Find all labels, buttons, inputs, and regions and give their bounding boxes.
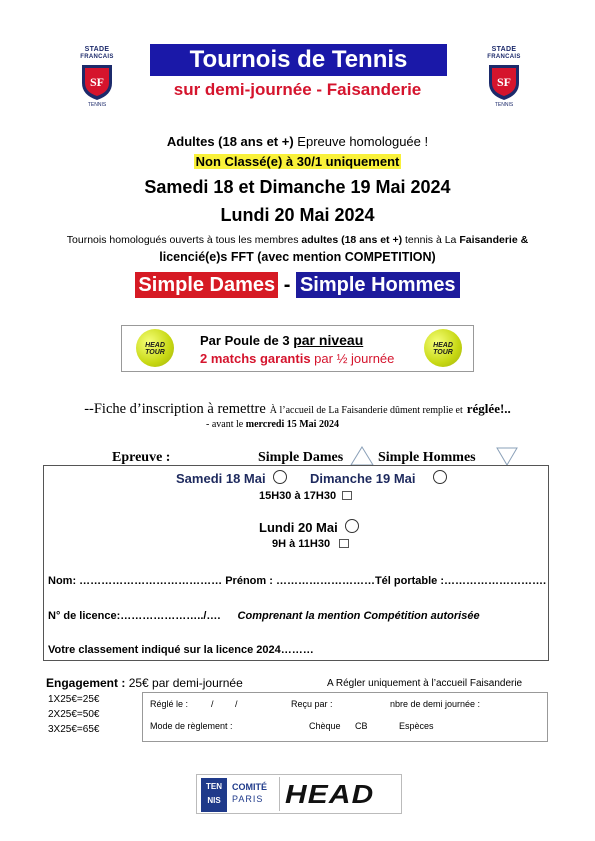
open-text-b: adultes (18 ans et +): [301, 234, 403, 246]
time-slot-2-label: 9H à 11H30: [272, 538, 331, 550]
open-line: [0, 234, 595, 246]
logo-initials: SF: [496, 75, 512, 89]
poule-half-day: par ½ journée: [314, 351, 395, 366]
cb-option[interactable]: CB: [355, 721, 368, 731]
time-slot-1-checkbox[interactable]: [342, 491, 352, 500]
time-slot-2-checkbox[interactable]: [339, 539, 349, 548]
adults-line: [0, 134, 595, 149]
paris-label: PARIS: [232, 794, 264, 804]
recu-par-label: Reçu par :: [291, 699, 333, 709]
tennis-logo-top: TEN: [206, 782, 222, 791]
fiche-instructions: À l’accueil de La Faisanderie dûment remplie et: [269, 405, 463, 416]
tennis-logo-bottom: NIS: [207, 796, 221, 805]
engagement-where: A Régler uniquement à l’accueil Faisanderie: [327, 678, 523, 689]
page-title: Tournois de Tennis: [150, 44, 447, 76]
time-slot-1: [259, 490, 352, 502]
sponsor-footer: [196, 774, 402, 814]
engagement-label: Engagement :: [46, 676, 126, 690]
logo-line1: STADE: [84, 46, 110, 53]
payment-box: [142, 692, 548, 742]
deadline-prefix: - avant le: [206, 419, 244, 430]
epreuve-label: Epreuve :: [112, 450, 171, 465]
poule-text-b: par niveau: [293, 332, 364, 348]
engagement-line: [46, 676, 243, 690]
logo-line2: FRANCAIS: [80, 53, 114, 60]
price-item: 3X25€=65€: [48, 724, 100, 735]
time-slot-1-label: 15H30 à 17H30: [259, 490, 337, 502]
simple-hommes-badge: Simple Hommes: [296, 272, 460, 298]
licence-note: Comprenant la mention Compétition autorisée: [237, 610, 480, 622]
epreuve-hommes-label: Simple Hommes: [378, 450, 476, 465]
ranking-text: Non Classé(e) à 30/1 uniquement: [195, 154, 400, 169]
simple-dames-badge: Simple Dames: [135, 272, 278, 298]
dimanche-radio[interactable]: [433, 470, 447, 484]
comite-label: COMITÉ: [232, 782, 267, 792]
homologated-text: Epreuve homologuée !: [297, 134, 429, 149]
open-text-a: Tournois homologués ouverts à tous les membres: [66, 234, 299, 246]
poule-box: [121, 325, 474, 372]
price-item: 2X25€=50€: [48, 709, 100, 720]
events-separator: -: [283, 274, 291, 296]
licence-fields: [48, 610, 480, 622]
date-separator: /: [235, 699, 238, 709]
licence-number-field[interactable]: N° de licence:…………………../….: [48, 610, 221, 622]
samedi-option: [176, 470, 287, 486]
identity-fields[interactable]: Nom: ………………………………… Prénom : ………………………Tél portable :……………………….: [48, 575, 547, 587]
logo-line1: STADE: [491, 46, 517, 53]
price-item: 1X25€=25€: [48, 694, 100, 705]
open-text-d: Faisanderie &: [459, 234, 529, 246]
logo-initials: SF: [89, 75, 105, 89]
epreuve-dames-label: Simple Dames: [258, 450, 344, 465]
lundi-option: [259, 519, 359, 535]
poule-line2: [200, 351, 394, 366]
ranking-line: [0, 154, 595, 169]
events-line: [0, 274, 595, 297]
mode-label: Mode de règlement :: [150, 721, 233, 731]
dates-monday: Lundi 20 Mai 2024: [220, 205, 375, 225]
triangle-down-checkbox-icon[interactable]: [496, 447, 518, 466]
especes-option[interactable]: Espèces: [399, 721, 434, 731]
price-list: [48, 692, 99, 737]
page-subtitle: sur demi-journée - Faisanderie: [173, 80, 422, 99]
lundi-label: Lundi 20 Mai: [259, 520, 338, 535]
deadline-date: mercredi 15 Mai 2024: [245, 419, 339, 430]
tennis-logo: [201, 778, 227, 812]
classement-field[interactable]: Votre classement indiqué sur la licence 2024………: [48, 644, 314, 656]
samedi-label: Samedi 18 Mai: [176, 471, 266, 486]
dates-weekend: Samedi 18 et Dimanche 19 Mai 2024: [144, 177, 451, 197]
adults-label: Adultes (18 ans et +): [166, 134, 294, 149]
fiche-title: --Fiche d’inscription à remettre: [84, 401, 266, 417]
dimanche-label: Dimanche 19 Mai: [310, 471, 416, 486]
engagement-value: 25€ par demi-journée: [128, 676, 243, 690]
dimanche-option: [310, 470, 447, 486]
poule-text-a: Par Poule de 3: [200, 333, 290, 348]
tennis-ball-icon: HEAD TOUR: [424, 329, 462, 367]
deadline-line: [0, 419, 545, 430]
tennis-ball-icon: HEAD TOUR: [136, 329, 174, 367]
logo-sub: TENNIS: [494, 102, 514, 108]
lundi-radio[interactable]: [345, 519, 359, 533]
triangle-up-checkbox-icon[interactable]: [350, 446, 374, 466]
open-text-c: tennis à La: [405, 234, 457, 246]
logo-line2: FRANCAIS: [487, 53, 521, 60]
cheque-option[interactable]: Chèque: [309, 721, 341, 731]
poule-matches: 2 matchs garantis: [200, 351, 311, 366]
date-separator: /: [211, 699, 214, 709]
licence-line: licencié(e)s FFT (avec mention COMPETITION): [159, 250, 436, 264]
logo-sub: TENNIS: [87, 102, 107, 108]
time-slot-2: [272, 538, 349, 550]
nbre-label: nbre de demi journée :: [390, 699, 481, 709]
poule-line1: [200, 332, 363, 348]
head-logo: HEAD: [285, 779, 375, 809]
fiche-line: [0, 400, 595, 418]
fiche-paid: réglée!..: [466, 401, 511, 416]
samedi-radio[interactable]: [273, 470, 287, 484]
footer-divider: [279, 777, 280, 811]
regle-le-label: Réglé le :: [150, 699, 189, 709]
